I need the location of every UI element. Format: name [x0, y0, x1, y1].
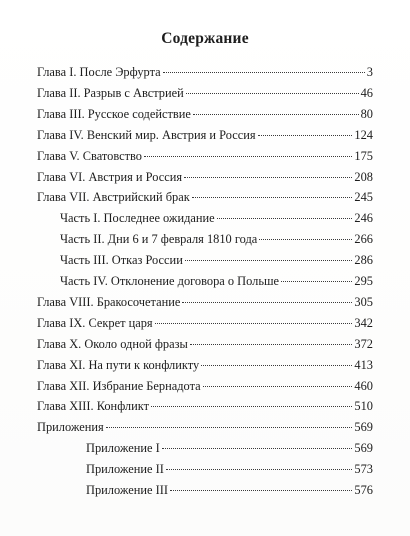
toc-entry-page-number: 295	[354, 274, 373, 288]
toc-entry-title: Глава V. Сватовство	[37, 148, 142, 163]
toc-entry	[37, 106, 373, 123]
dot-leader	[184, 176, 352, 178]
toc-entry-title: Глава VIII. Бракосочетание	[37, 294, 181, 309]
toc-entry	[37, 419, 373, 436]
toc-entry-page-number: 305	[354, 294, 373, 309]
toc-entry-page-number: 246	[354, 211, 373, 226]
page-title: Содержание	[161, 30, 249, 47]
toc-entry-title: Часть I. Последнее ожидание	[60, 211, 215, 226]
toc-entry-page-number: 286	[354, 253, 373, 268]
dot-leader	[182, 301, 352, 303]
toc-entry-title: Глава VI. Австрия и Россия	[37, 169, 183, 184]
toc-entry-title: Глава IX. Секрет царя	[37, 315, 153, 330]
toc-entry-title: Приложения	[37, 420, 104, 435]
dot-leader	[193, 113, 359, 115]
toc-entry-title: Приложение III	[86, 483, 168, 497]
toc-entry-page-number: 413	[354, 357, 373, 372]
toc-entry-title: Глава III. Русское содействие	[37, 106, 191, 121]
dot-leader	[259, 238, 352, 240]
toc-entry	[37, 336, 373, 353]
toc-entry	[37, 398, 373, 415]
toc-entry-page-number: 342	[354, 315, 373, 330]
toc-entry-page-number: 372	[354, 336, 373, 351]
toc-entry-page-number: 573	[354, 462, 373, 477]
toc-entry-title: Глава I. После Эрфурта	[37, 65, 161, 79]
toc-entry-title: Приложение I	[86, 441, 160, 456]
dot-leader	[190, 343, 353, 345]
toc-entry-page-number: 510	[354, 399, 373, 414]
dot-leader	[203, 385, 353, 387]
dot-leader	[155, 322, 353, 324]
toc-entry-title: Часть IV. Отклонение договора о Польше	[60, 274, 280, 288]
toc-entry	[86, 482, 373, 499]
dot-leader	[144, 155, 352, 157]
dot-leader	[106, 426, 353, 428]
dot-leader	[162, 447, 353, 449]
toc-entry-page-number: 569	[354, 441, 373, 456]
toc-entry-title: Глава XII. Избрание Бернадота	[37, 378, 201, 393]
toc-entry-page-number: 576	[354, 483, 373, 497]
toc-entry-title: Глава XIII. Конфликт	[37, 399, 149, 414]
toc-entry-page-number: 124	[354, 127, 373, 142]
dot-leader	[192, 196, 353, 198]
toc-entry-title: Глава IV. Венский мир. Австрия и Россия	[37, 127, 256, 142]
toc-entry-title: Часть III. Отказ России	[60, 253, 183, 268]
dot-leader	[185, 259, 353, 261]
toc-entry	[60, 273, 373, 290]
dot-leader	[201, 364, 352, 366]
toc-entry	[37, 294, 373, 311]
toc-entry	[37, 85, 373, 102]
toc-entry-page-number: 80	[360, 106, 373, 121]
toc-entry-title: Глава VII. Австрийский брак	[37, 190, 190, 205]
dot-leader	[217, 217, 353, 219]
toc-entry-page-number: 460	[354, 378, 373, 393]
toc-entry	[86, 461, 373, 478]
dot-leader	[166, 468, 353, 470]
toc-entry-page-number: 266	[354, 232, 373, 247]
toc-entry-page-number: 245	[354, 190, 373, 205]
toc-entry-page-number: 3	[366, 65, 373, 79]
dot-leader	[281, 280, 352, 282]
toc-entry-page-number: 46	[360, 85, 373, 100]
toc-entry	[37, 127, 373, 144]
toc-entry	[37, 357, 373, 374]
toc-entry	[86, 440, 373, 457]
dot-leader	[163, 71, 365, 73]
toc-entry	[37, 378, 373, 395]
dot-leader	[151, 405, 352, 407]
toc-entry	[37, 64, 373, 81]
toc-entry-title: Глава XI. На пути к конфликту	[37, 357, 200, 372]
toc-entry	[37, 148, 373, 165]
toc-entry-title: Часть II. Дни 6 и 7 февраля 1810 года	[60, 232, 258, 247]
toc-entry-page-number: 175	[354, 148, 373, 163]
toc-entry-title: Приложение II	[86, 462, 164, 477]
toc-entry	[60, 210, 373, 227]
dot-leader	[258, 134, 353, 136]
dot-leader	[170, 489, 352, 491]
toc-entry-page-number: 208	[354, 169, 373, 184]
toc-entry	[60, 231, 373, 248]
toc-entry-title: Глава II. Разрыв с Австрией	[37, 85, 184, 100]
toc-entry	[37, 315, 373, 332]
toc-entry-title: Глава X. Около одной фразы	[37, 336, 188, 351]
toc-entry-page-number: 569	[354, 420, 373, 435]
toc-entry	[37, 169, 373, 186]
toc-entry	[37, 189, 373, 206]
toc-entry	[60, 252, 373, 269]
dot-leader	[186, 92, 359, 94]
